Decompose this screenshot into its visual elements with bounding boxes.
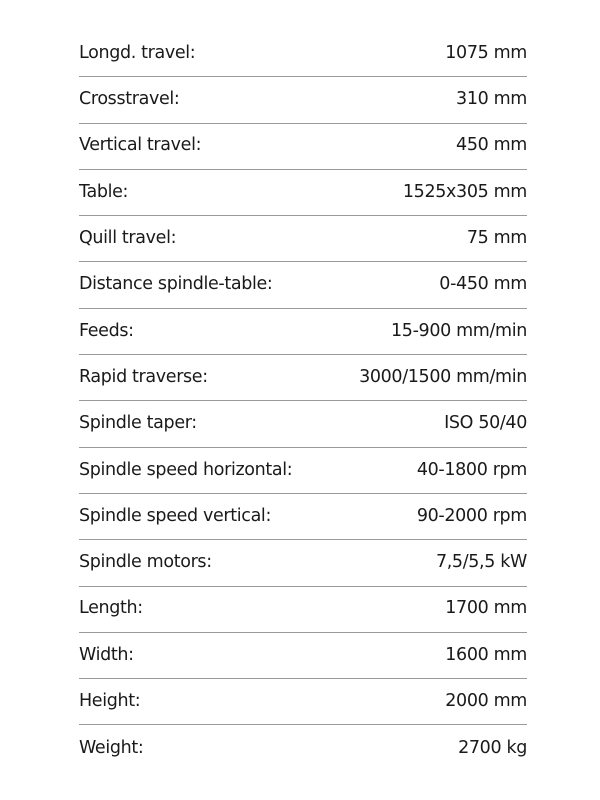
spec-label: Spindle motors:: [79, 552, 212, 573]
spec-label: Quill travel:: [79, 228, 177, 249]
spec-value: 90-2000 rpm: [416, 505, 527, 526]
spec-value: 40-1800 rpm: [416, 459, 527, 480]
spec-value: 0-450 mm: [439, 274, 527, 295]
spec-label: Spindle speed vertical:: [79, 505, 271, 526]
spec-value: 75 mm: [466, 228, 527, 249]
spec-row-table: [79, 170, 527, 216]
spec-label: Weight:: [79, 737, 144, 758]
spec-table: [79, 31, 527, 772]
spec-row-distance-spindle-table: [79, 262, 527, 308]
spec-row-crosstravel: [79, 77, 527, 123]
spec-row-longd-travel: [79, 31, 527, 77]
spec-row-vertical-travel: [79, 124, 527, 170]
spec-label: Distance spindle-table:: [79, 274, 273, 295]
spec-label: Rapid traverse:: [79, 366, 208, 387]
spec-label: Crosstravel:: [79, 89, 180, 110]
spec-value: 3000/1500 mm/min: [359, 366, 527, 387]
spec-row-spindle-taper: [79, 401, 527, 447]
spec-row-length: [79, 587, 527, 633]
spec-value: 7,5/5,5 kW: [435, 552, 527, 573]
spec-label: Longd. travel:: [79, 42, 196, 63]
spec-value: 1525x305 mm: [402, 181, 527, 202]
spec-row-width: [79, 633, 527, 679]
spec-label: Feeds:: [79, 320, 134, 341]
spec-row-weight: [79, 725, 527, 771]
spec-row-spindle-speed-horizontal: [79, 448, 527, 494]
spec-row-rapid-traverse: [79, 355, 527, 401]
spec-value: 1600 mm: [445, 644, 527, 665]
spec-row-quill-travel: [79, 216, 527, 262]
spec-value: 2700 kg: [458, 737, 527, 758]
spec-label: Width:: [79, 644, 134, 665]
spec-value: 1700 mm: [445, 598, 527, 619]
spec-label: Spindle speed horizontal:: [79, 459, 293, 480]
spec-value: 310 mm: [456, 89, 527, 110]
spec-label: Height:: [79, 691, 141, 712]
spec-value: 15-900 mm/min: [391, 320, 527, 341]
spec-value: 2000 mm: [445, 691, 527, 712]
spec-value: 1075 mm: [445, 42, 527, 63]
spec-label: Length:: [79, 598, 143, 619]
spec-value: ISO 50/40: [444, 413, 527, 434]
spec-row-height: [79, 679, 527, 725]
spec-label: Table:: [79, 181, 129, 202]
spec-label: Spindle taper:: [79, 413, 197, 434]
spec-row-spindle-motors: [79, 540, 527, 586]
spec-label: Vertical travel:: [79, 135, 202, 156]
spec-row-spindle-speed-vertical: [79, 494, 527, 540]
spec-value: 450 mm: [456, 135, 527, 156]
spec-row-feeds: [79, 309, 527, 355]
